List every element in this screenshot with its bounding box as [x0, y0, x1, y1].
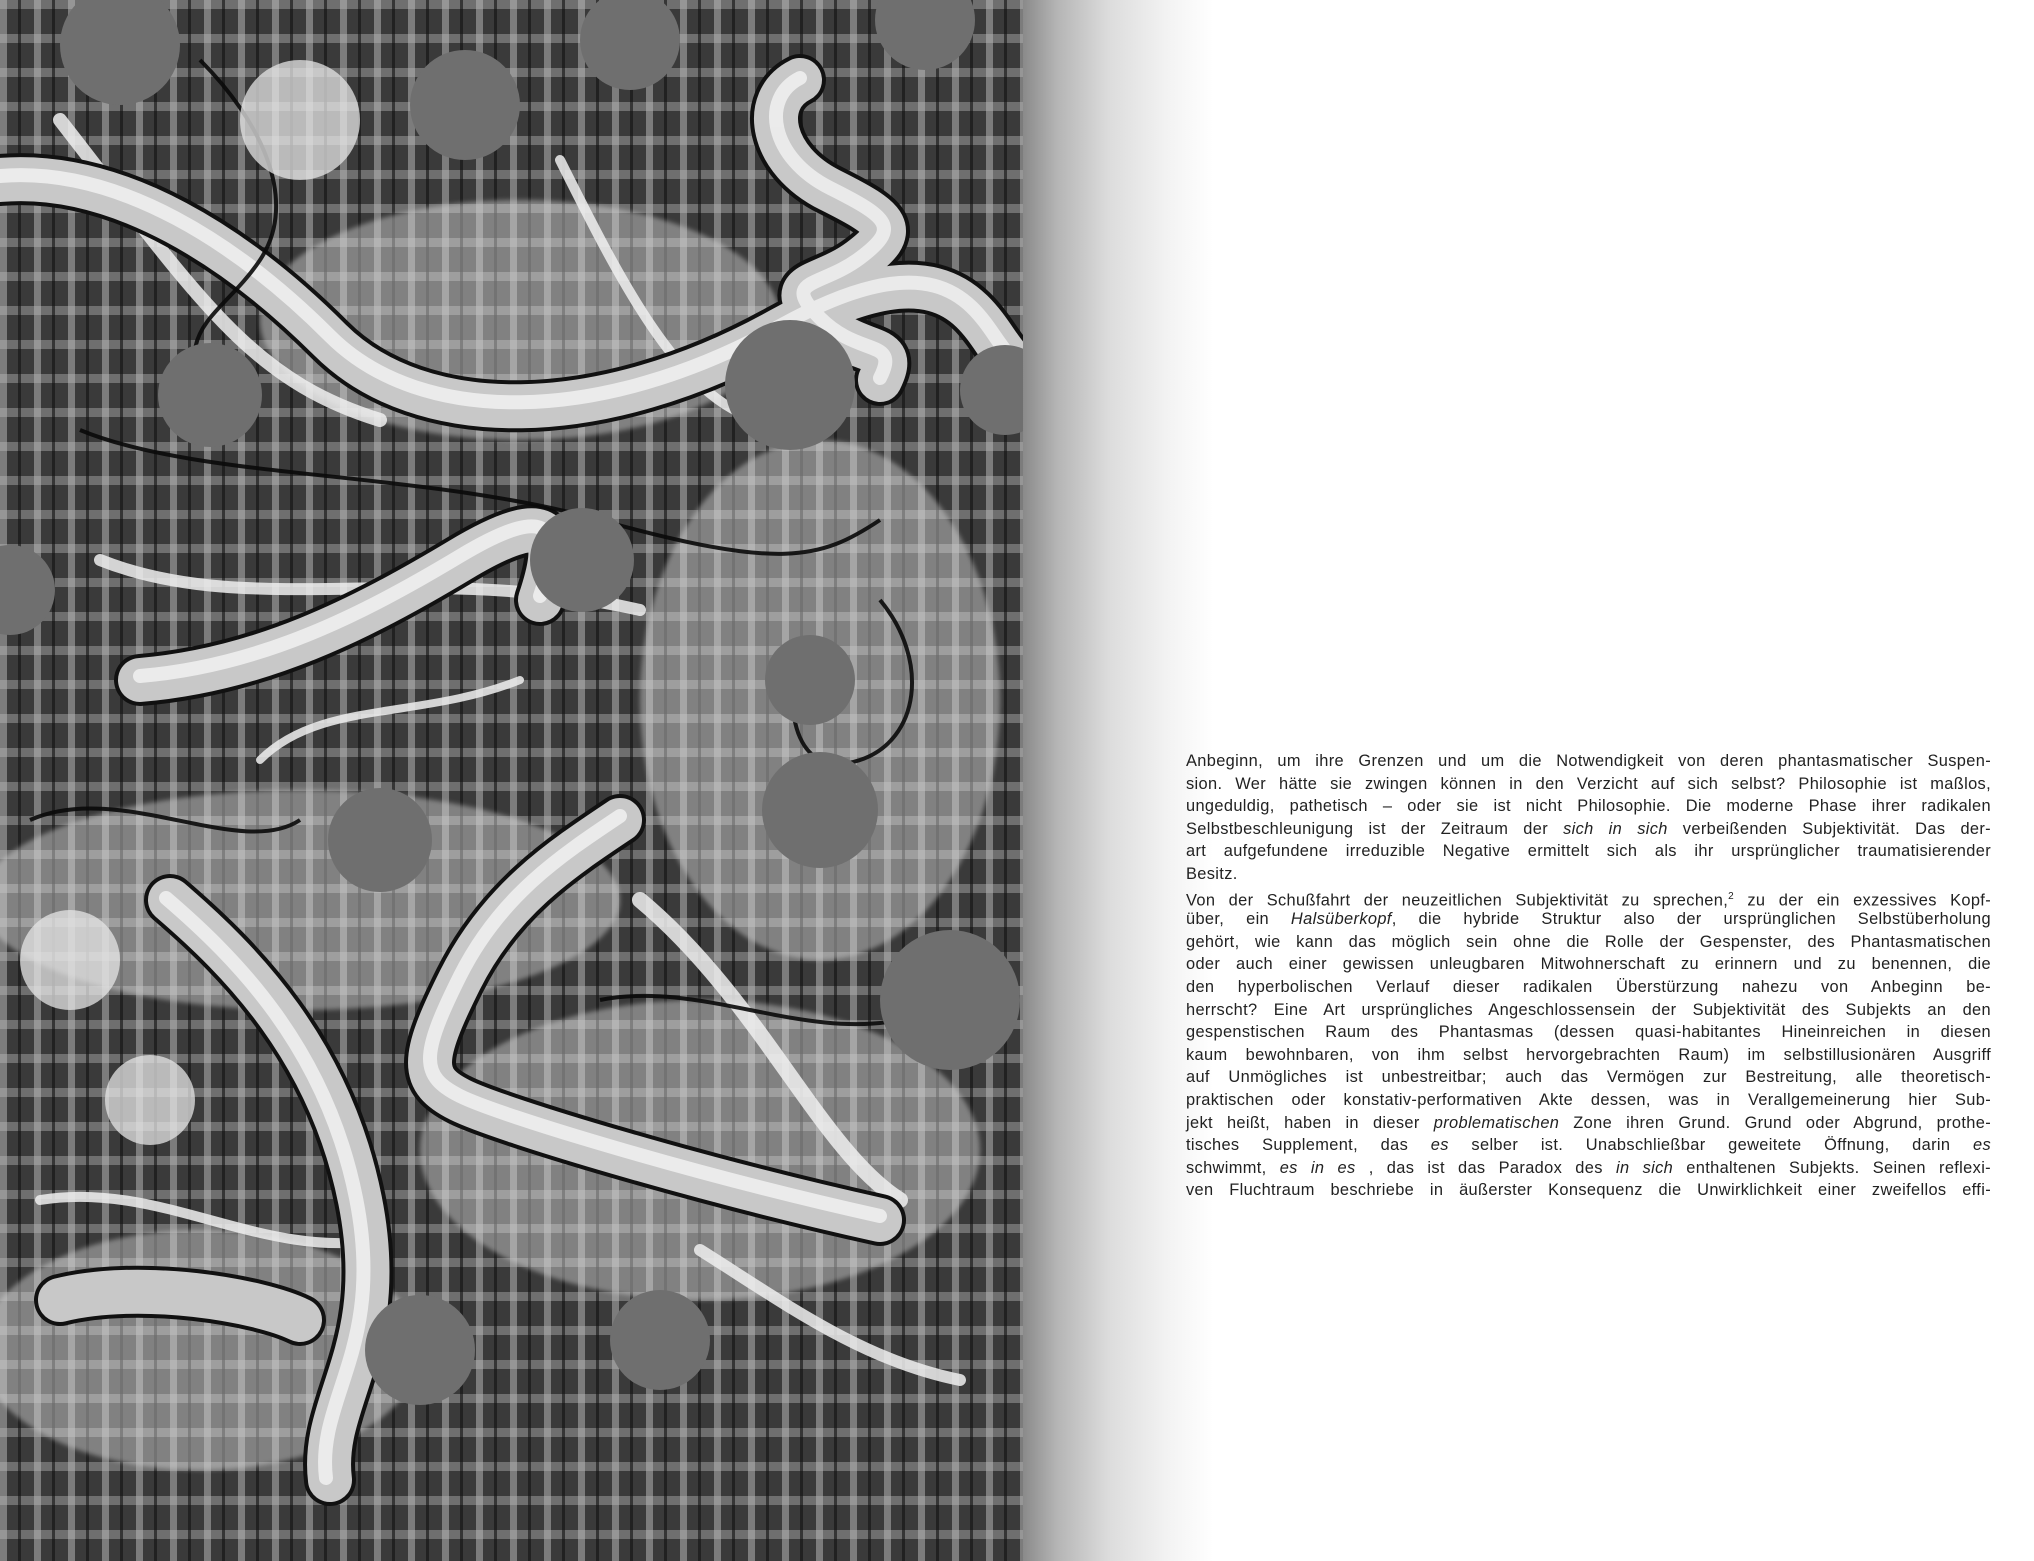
- italic-run: problematischen: [1433, 1113, 1560, 1132]
- text-line: [1186, 999, 1991, 1022]
- text-run: art aufgefundene irreduzible Negative ermittelt sich als ihr ursprünglicher traumatisierender: [1186, 842, 1991, 861]
- text-line: [1186, 1044, 1991, 1067]
- text-run: Von der Schußfahrt der neuzeitlichen Subjektivität zu sprechen,: [1186, 891, 1729, 910]
- body-text: [1186, 750, 1991, 1202]
- paragraph-2: [1186, 886, 1991, 1202]
- text-run: praktischen oder konstativ-performativen Akte dessen, was in Verallgemeinerung hier Sub-: [1186, 1090, 1991, 1109]
- text-line: [1186, 886, 1991, 909]
- text-line: [1186, 818, 1991, 841]
- text-line: [1186, 773, 1991, 796]
- text-line: [1186, 1021, 1991, 1044]
- text-line: [1186, 863, 1991, 886]
- text-line: [1186, 1134, 1991, 1157]
- text-run: schwimmt,: [1186, 1158, 1280, 1177]
- text-run: gespenstischen Raum des Phantasmas (dessen quasi-habitantes Hineinreichen in diesen: [1186, 1023, 1991, 1042]
- italic-run: es: [1972, 1136, 1991, 1155]
- text-line: [1186, 1089, 1991, 1112]
- text-run: Zone ihren Grund. Grund oder Abgrund, prothe-: [1559, 1113, 1991, 1132]
- text-run: gehört, wie kann das möglich sein ohne die Rolle der Gespenster, des Phantasmatischen: [1186, 932, 1991, 951]
- italic-run: sich in sich: [1563, 819, 1668, 838]
- italic-run: Halsüberkopf: [1290, 910, 1392, 929]
- text-run: sion. Wer hätte sie zwingen können in den Verzicht auf sich selbst? Philosophie ist maßlos,: [1186, 774, 1991, 793]
- footnote-marker: 2: [1728, 890, 1735, 902]
- italic-run: es: [1430, 1136, 1449, 1155]
- text-run: verbeißenden Subjektivität. Das der-: [1667, 819, 1991, 838]
- text-run: Selbstbeschleunigung ist der Zeitraum der: [1186, 819, 1564, 838]
- text-line: [1186, 1112, 1991, 1135]
- text-run: zu der ein exzessives Kopf-: [1734, 891, 1992, 910]
- text-run: enthaltenen Subjekts. Seinen reflexi-: [1673, 1158, 1991, 1177]
- text-run: , die hybride Struktur also der ursprünglichen Selbstüberholung: [1391, 910, 1991, 929]
- text-run: jekt heißt, haben in dieser: [1186, 1113, 1434, 1132]
- text-run: kaum bewohnbaren, von ihm selbst hervorgebrachten Raum) im selbstillusionären Ausgriff: [1186, 1045, 1991, 1064]
- text-line: [1186, 840, 1991, 863]
- text-line: [1186, 795, 1991, 818]
- text-line: [1186, 750, 1991, 773]
- text-run: ungeduldig, pathetisch – oder sie ist nicht Philosophie. Die moderne Phase ihrer radikalen: [1186, 797, 1991, 816]
- text-run: ven Fluchtraum beschriebe in äußerster Konsequenz die Unwirklichkeit einer zweifellos effi-: [1186, 1181, 1991, 1200]
- text-line: [1186, 1157, 1991, 1180]
- text-run: den hyperbolischen Verlauf dieser radikalen Überstürzung nahezu von Anbeginn be-: [1186, 977, 1991, 996]
- text-line: [1186, 1179, 1991, 1202]
- text-line: [1186, 976, 1991, 999]
- text-line: [1186, 953, 1991, 976]
- paragraph-1: [1186, 750, 1991, 886]
- text-line: [1186, 1066, 1991, 1089]
- text-run: tisches Supplement, das: [1186, 1136, 1431, 1155]
- text-run: Anbeginn, um ihre Grenzen und um die Notwendigkeit von deren phantasmatischer Suspen-: [1186, 752, 1991, 770]
- text-run: auf Unmögliches ist unbestreitbar; auch das Vermögen zur Bestreitung, alle theoretisch-: [1186, 1068, 1991, 1087]
- text-line: [1186, 931, 1991, 954]
- text-run: über, ein: [1186, 910, 1291, 929]
- page-gutter-shadow: [1023, 0, 1213, 1561]
- italic-run: in sich: [1615, 1158, 1674, 1177]
- text-line: [1186, 908, 1991, 931]
- text-run: herrscht? Eine Art ursprüngliches Angeschlossensein der Subjektivität des Subjekts an den: [1186, 1000, 1991, 1019]
- text-run: oder auch einer gewissen unleugbaren Mitwohnerschaft zu erinnern und zu benennen, die: [1186, 955, 1991, 974]
- italic-run: es in es: [1279, 1158, 1356, 1177]
- text-run: Besitz.: [1186, 864, 1238, 883]
- text-run: selber ist. Unabschließbar geweitete Öffnung, darin: [1448, 1136, 1973, 1155]
- text-run: , das ist das Paradox des: [1355, 1158, 1616, 1177]
